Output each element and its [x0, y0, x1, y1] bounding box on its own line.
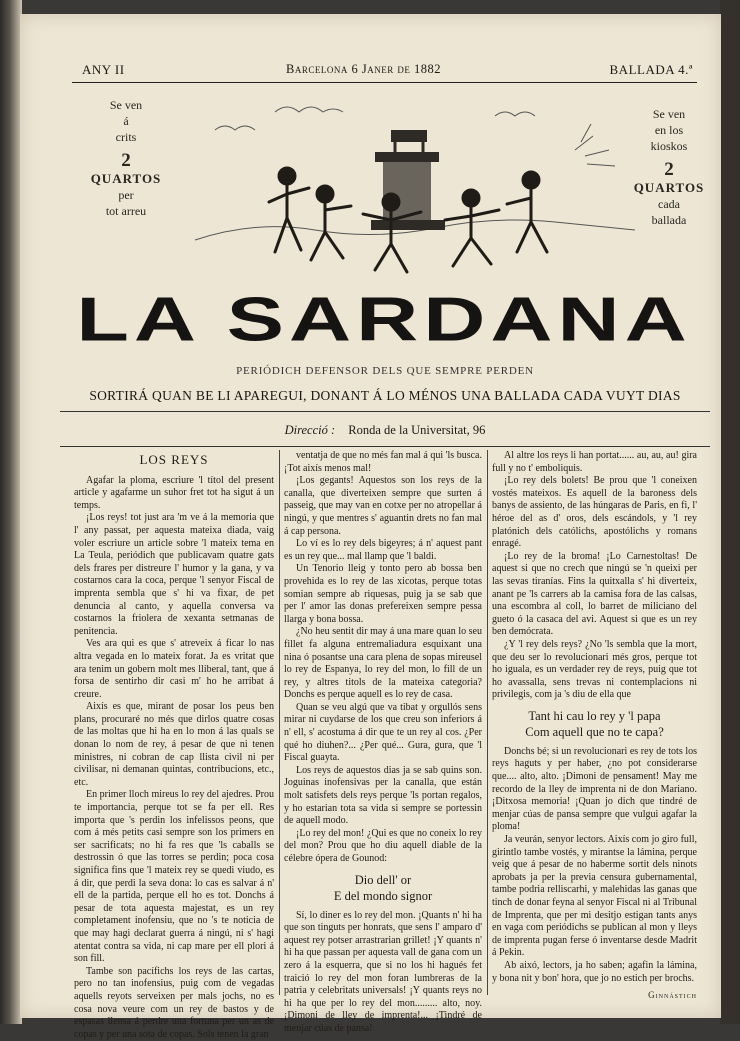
paragraph: ¿No heu sentit dir may á una mare quan lo seu fillet fa alguna entremaliadura esquixant una nina ó posantse una cara plena de sopas mireusel lo rey de Espanya, lo rey del mon, lo fill de un rey, y altres titols de la mateixa categoria? Donchs es perque aquell es lo rey de casa.: [284, 626, 482, 701]
paragraph: Agafar la ploma, escriure 'l títol del present article y agafarme un suhor fret tot ha sigut á un temps.: [74, 474, 274, 511]
paragraph: Los reys de aquestos dias ja se sab quins son. Joguinas inofensivas per la canalla, que están molt satisfets dels reys perque 'ls portan regalos, y ho estarian tota sa vida si sempre se portessin de aquell modo.: [284, 764, 482, 827]
issue-number: BALLADA 4.ª: [609, 62, 693, 77]
price-unit: QUARTOS: [90, 171, 162, 186]
book-spine: [0, 0, 22, 1024]
sardana-illustration: [195, 90, 635, 286]
sale-text: ballada: [651, 213, 687, 227]
verse-quote: [284, 872, 482, 904]
paragraph: En primer lloch mireus lo rey del ajedres. Prou te importancia, perque tot se fa per ell. Res importa que 's perdin los infelissos peons, que com á més petits casi sempre son los primers en ser sacrificats; no hi fa res que 'ls caballs se destrossin ó que las torres se perdin; poca cosa significa fins que 'l mateix rey se quedi viudo, es á dir, que perdi la seva dona: lo cas es salvar á n' ell de la partida, perque ell ho es tot. Donchs á pesar de tota aquesta majestat, es un rey completament inofensiu, que no 's te noticia de que may hagi declarat guerra á ningú, ni s' hagi atentat contra sa vida, ni cap mare per ell plori á son fill.: [74, 789, 274, 965]
issue-bar: [72, 54, 697, 83]
paragraph: ¡Lo rey del mon! ¿Qui es que no coneix lo rey del mon? Prou que ho diu aquell diable de la célebre ópera de Gounod:: [284, 827, 482, 864]
sale-text: cada: [658, 197, 680, 211]
masthead-subtitle: SORTIRÁ QUAN BE LI APAREGUI, DONANT Á LO MÉNOS UNA BALLADA CADA VUYT DIAS: [60, 388, 710, 412]
verse-quote: [492, 708, 697, 740]
paragraph: ventatja de que no més fan mal á qui 'ls busca. ¡Tot aixís menos mal!: [284, 450, 482, 474]
paragraph: Tambe son pacífichs los reys de las cartas, pero no tan inofensius, puig com de vegadas aquells reyots serveixen per mals jochs, no es cosa nova veure com un rey de bastos y de espasas llensa á perdre una fortuna per un as de copas y per una sota de copas. Sols tenen la gran: [74, 965, 274, 1040]
paragraph: ¡Lo rey de la broma! ¡Lo Carnestoltas! De aquest si que no crech que ningú se 'n queixi per las sevas tiranías. Fins la quitxalla s' hi diverteix, anant pe 'ls carrers ab la camisa fora de las calsas, una escombra al coll, lo barret de miliciano del gueto ó la casaca del avi. Aquest si que es un rey ben demócrata.: [492, 550, 697, 638]
column-divider: [279, 450, 280, 995]
column-divider: [487, 450, 488, 995]
sale-text: á: [123, 114, 129, 128]
verse-line: Tant hi cau lo rey y 'l papa: [528, 708, 661, 723]
article-column-3: [492, 450, 697, 1002]
sale-text: kioskos: [650, 139, 688, 153]
year-label: ANY II: [82, 62, 125, 77]
verse-line: Dio dell' or: [354, 872, 412, 887]
verse-line: E del mondo signor: [333, 888, 433, 903]
sale-text: Se ven: [652, 107, 686, 121]
paragraph: Donchs bé; si un revolucionari es rey de tots los reys haguts y per haber, ¿no pot considerarse que.... alto, alto. ¡Dimoni de pensament! May me recordo de la lley de imprenta ni de don Mariano. ¡Ditxosa memoria! ¡Quan jo dich que tindré de menjar cúas de pansa sempre que vulgui agafar la ploma!: [492, 745, 697, 833]
paragraph: Sí, lo diner es lo rey del mon. ¡Quants n' hi ha que son tinguts per honrats, que sens l' amparo d' aquest rey potser arrastrarian grillet! ¡Y quants n' hi ha que passan per aquesta vall de gana com un zero á la esquerra, que si no los hi hagués fet traició lo rey del mon foran lumbreras de la patria y celebritats universals! ¡Y quants reys no hi ha que per lo rey del mon......... alto, noy. ¡Dimoni de lley de imprenta!... ¡Tindré de menjar cúas de pansa!: [284, 909, 482, 1034]
direction-address: Ronda de la Universitat, 96: [348, 423, 486, 437]
article-title: LOS REYS: [139, 452, 209, 467]
price-box-left: [66, 97, 186, 219]
paragraph: Ab aixó, lectors, ja ho saben; agafin la lámina, y bona nit y bon' hora, que jo no estich per brochs.: [492, 959, 697, 984]
direction-line: [60, 423, 710, 447]
newspaper-page: [20, 14, 721, 1040]
article-column-1: [74, 450, 274, 1041]
paragraph: Lo ví es lo rey dels bigeyres; á n' aquest pant es un rey que... mal llamp que 'l baldi.: [284, 538, 482, 562]
article-column-2: [284, 450, 482, 1036]
paragraph: Ja veurán, senyor lectors. Aixís com jo giro full, girintlo tambe vostés, y mirantse la lámina, perque veig que á pesar de no haberme sortit dels ninots aprobats ja per la previa censura gubernamental, tambe podria relliscarhi, y malehidas las ganas que tinch de donar feyna al senyor Fiscal ni al Tribunal de Imprenta, que per mi desitjo estigan tants anys en vaga com periódichs se publican al mon y lleys de imprenta pugan ferse ó inventarse desde Madrit á Pekin.: [492, 834, 697, 959]
sale-text: crits: [115, 130, 137, 144]
price-unit: QUARTOS: [633, 180, 705, 195]
sale-text: per: [118, 188, 134, 202]
paragraph: ¿Y 'l rey dels reys? ¿No 'ls sembla que la mort, que deu ser lo revolucionari més gros, perque tot ho iguala, es un verdader rey de reys, puig que tot ho avassalla, sens trevas ni contemplacions ni privilegis, com ja 's diu de ella que: [492, 638, 697, 701]
paragraph: Quan se veu algú que va tibat y orgullós sens mirar ni cuydarse de los que creu son inferiors á n' ell, s' acostuma á dir que te un rey al cos. ¿Per qué ho diuhen?... ¿Per qué... Gura, gura, que 'l Fiscal guayta.: [284, 701, 482, 764]
paragraph: Aixís es que, mirant de posar los peus ben plans, procuraré no més que dirlos quatre cosas de las moltas que hi ha en lo mon á las quals se donan lo nom de rey, á pesar de que ni tenen ministres, ni cobran de cap llista civil ni per civilisar, ni demanan quintas, contribucions, etc., etc.: [74, 701, 274, 788]
paragraph: ¡Los reys! tot just ara 'm ve á la memoria que l' any passat, per aquesta mateixa diada, vaig voler escriure un article sobre 'l mateix tema en La Teula, periódich que publicavam quatre gats dels frares per distreure l' humor y la gana, y va costarnos cara la coca, perque 'l senyor Fiscal de imprenta sembla que s' hi va fixar, de pet denuncia al canto, y aquella conversa va costarnos la friolera de xexanta setmanas de penitencia.: [74, 512, 274, 637]
paragraph: ¡Los gegants! Aquestos son los reys de la canalla, que diverteixen sempre que surten á passeig, que may van en cotxe per no atropellar á ningú, y que mentres s' aguantin drets no fan mal á cap persona.: [284, 475, 482, 537]
verse-line: Com aquell que no te capa?: [525, 724, 664, 739]
sale-text: en los: [654, 123, 684, 137]
date-label: Barcelona 6 Janer de 1882: [286, 62, 441, 76]
masthead-title: LA SARDANA: [76, 285, 692, 355]
paragraph: Ves ara qui es que s' atreveix á ficar lo nas altra vegada en lo mateix forat. Ja es vritat que ara tenim un gobern molt mes lliberal, tant, que á forsa de sentirho dir casi m' ho he arribat á creure.: [74, 638, 274, 700]
sale-text: Se ven: [109, 98, 143, 112]
paragraph: Al altre los reys li han portat...... au, au, au! gira full y no t' emboliquis.: [492, 450, 697, 474]
sale-text: tot arreu: [105, 204, 147, 218]
price-number: 2: [664, 159, 674, 180]
paragraph: Un Tenorio lleig y tonto pero ab bossa ben provehida es lo rey de las xicotas, perque totas somian sempre ab riquesas, puig ja se sab que per l' amor las donas prefereixen sempre pessa llarga y bona bossa.: [284, 563, 482, 625]
price-number: 2: [121, 150, 131, 171]
masthead-tagline: PERIÓDICH DEFENSOR DELS QUE SEMPRE PERDEN: [236, 365, 534, 377]
author-signature: Ginnástich: [648, 990, 697, 1001]
paragraph: ¡Lo rey dels bolets! Be prou que 'l coneixen vostés mateixos. Es aquell de la baroness dels banys de assiento, de las húngaras de Paris, en fi, l' héroe del as d' oros, dels escándols, y 'l rey platónich dels católichs, apostólichs y romans enragé.: [492, 475, 697, 550]
direction-label: Direcció :: [284, 423, 336, 437]
